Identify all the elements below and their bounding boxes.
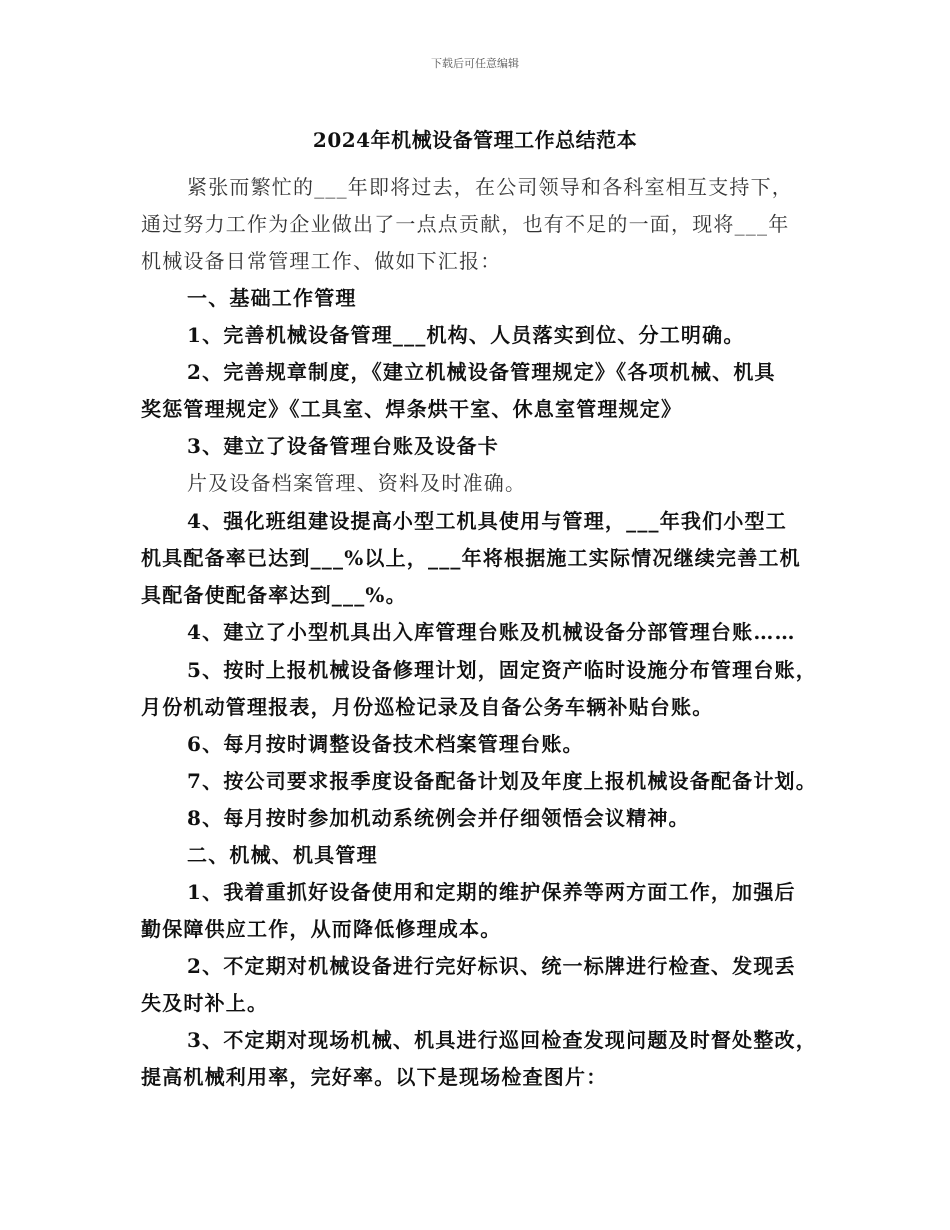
document-title: 2024年机械设备管理工作总结范本 xyxy=(312,128,638,152)
section-item: 勤保障供应工作，从而降低修理成本。 xyxy=(141,917,502,941)
section-item: 3、不定期对现场机械、机具进行巡回检查发现问题及时督处整改， xyxy=(187,1028,817,1052)
page-header-note: 下载后可任意编辑 xyxy=(431,57,519,70)
section-item: 3、建立了设备管理台账及设备卡 xyxy=(187,434,499,458)
section-item: 2、完善规章制度，《建立机械设备管理规定》《各项机械、机具 xyxy=(187,360,776,384)
section-item: 片及设备档案管理、资料及时准确。 xyxy=(187,471,527,495)
section-heading: 二、机械、机具管理 xyxy=(187,843,378,867)
section-item: 失及时补上。 xyxy=(141,991,269,1015)
section-item: 4、强化班组建设提高小型工机具使用与管理，___年我们小型工 xyxy=(187,509,787,533)
section-item: 提高机械利用率，完好率。以下是现场检查图片： xyxy=(141,1065,608,1089)
section-item: 1、完善机械设备管理___机构、人员落实到位、分工明确。 xyxy=(187,323,745,347)
section-item: 1、我着重抓好设备使用和定期的维护保养等两方面工作，加强后 xyxy=(187,880,796,904)
section-item: 6、每月按时调整设备技术档案管理台账。 xyxy=(187,732,584,756)
intro-line: 紧张而繁忙的___年即将过去，在公司领导和各科室相互支持下， xyxy=(187,175,793,199)
intro-line: 机械设备日常管理工作、做如下汇报： xyxy=(141,249,502,273)
section-item: 月份机动管理报表，月份巡检记录及自备公务车辆补贴台账。 xyxy=(141,695,714,719)
section-item: 5、按时上报机械设备修理计划，固定资产临时设施分布管理台账， xyxy=(187,658,817,682)
section-heading: 一、基础工作管理 xyxy=(187,286,357,310)
section-item: 机具配备率已达到___%以上，___年将根据施工实际情况继续完善工机 xyxy=(141,546,801,570)
section-item: 2、不定期对机械设备进行完好标识、统一标牌进行检查、发现丢 xyxy=(187,954,796,978)
section-item: 4、建立了小型机具出入库管理台账及机械设备分部管理台账…… xyxy=(187,620,796,644)
intro-line: 通过努力工作为企业做出了一点点贡献，也有不足的一面，现将___年 xyxy=(141,212,790,236)
section-item: 7、按公司要求报季度设备配备计划及年度上报机械设备配备计划。 xyxy=(187,769,817,793)
section-item: 具配备使配备率达到___%。 xyxy=(141,583,407,607)
section-item: 奖惩管理规定》《工具室、焊条烘干室、休息室管理规定》 xyxy=(141,397,683,421)
section-item: 8、每月按时参加机动系统例会并仔细领悟会议精神。 xyxy=(187,806,690,830)
